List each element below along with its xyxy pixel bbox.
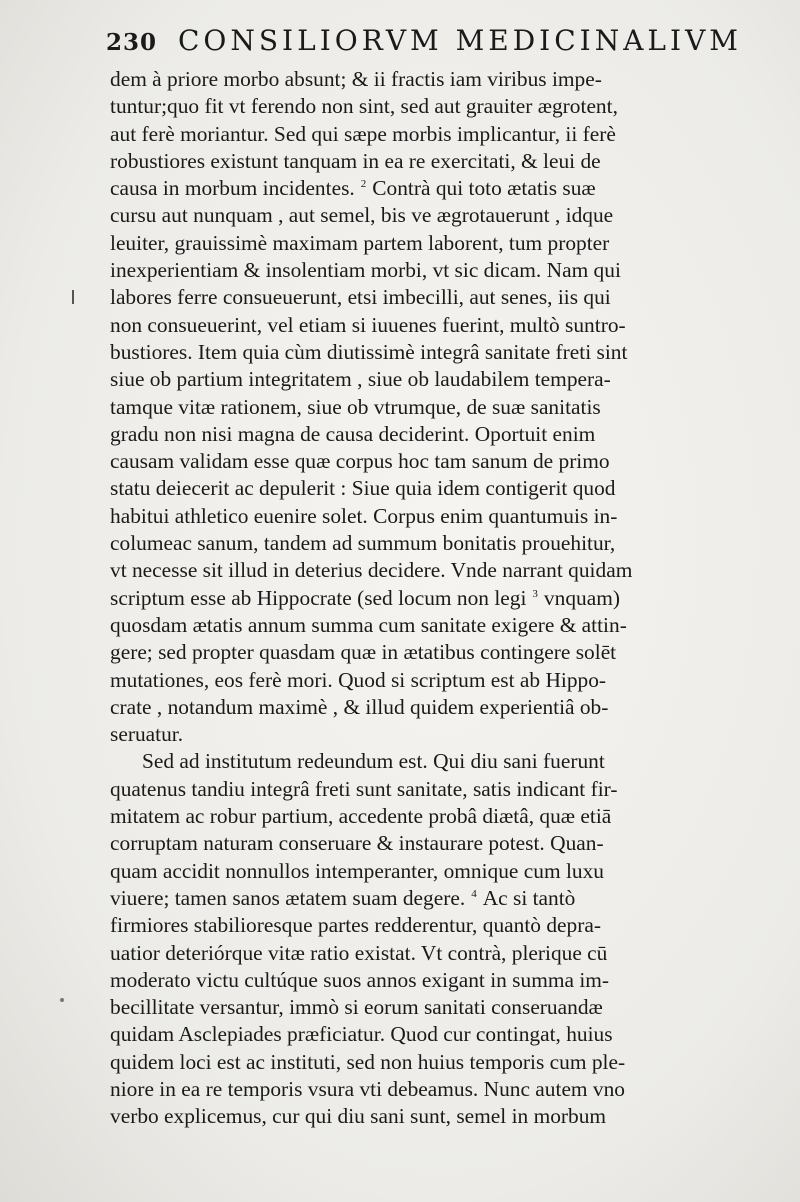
line-text: siue ob partium integritatem , siue ob laudabilem tempera- bbox=[110, 367, 611, 392]
line-text: statu deiecerit ac depulerit : Siue quia idem contigerit quod bbox=[110, 476, 616, 501]
line-text-continued: Contrà qui toto ætatis suæ bbox=[372, 176, 596, 201]
line-text: aut ferè moriantur. Sed qui sæpe morbis implicantur, ii ferè bbox=[110, 121, 616, 146]
body-text bbox=[110, 66, 770, 1131]
line-text: leuiter, grauissimè maximam partem laborent, tum propter bbox=[110, 230, 610, 255]
line-text: cursu aut nunquam , aut semel, bis ve ægrotauerunt , idque bbox=[110, 203, 614, 228]
line-text: gere; sed propter quasdam quæ in ætatibus contingere solēt bbox=[110, 640, 617, 665]
text-line bbox=[110, 175, 770, 202]
line-text: tamque vitæ rationem, siue ob vtrumque, de suæ sanitatis bbox=[110, 394, 601, 419]
text-line bbox=[110, 284, 770, 311]
text-line bbox=[110, 93, 770, 120]
text-line bbox=[110, 585, 770, 612]
text-line bbox=[110, 202, 770, 229]
line-text: moderato victu cultúque suos annos exigant in summa im- bbox=[110, 967, 610, 992]
text-line bbox=[110, 639, 770, 666]
text-line bbox=[110, 530, 770, 557]
text-line bbox=[110, 748, 770, 775]
line-text: causam validam esse quæ corpus hoc tam sanum de primo bbox=[110, 449, 610, 474]
line-text: mitatem ac robur partium, accedente probâ diætâ, quæ etiā bbox=[110, 804, 612, 829]
line-text: causa in morbum incidentes. bbox=[110, 176, 355, 201]
margin-dot bbox=[60, 998, 64, 1002]
line-text: non consueuerint, vel etiam si iuuenes fuerint, multò suntro- bbox=[110, 312, 626, 337]
line-text: inexperientiam & insolentiam morbi, vt sic dicam. Nam qui bbox=[110, 258, 621, 283]
text-line bbox=[110, 503, 770, 530]
text-line bbox=[110, 858, 770, 885]
text-line bbox=[110, 994, 770, 1021]
text-line bbox=[110, 148, 770, 175]
text-line bbox=[110, 912, 770, 939]
line-text: viuere; tamen sanos ætatem suam degere. bbox=[110, 885, 466, 910]
text-line bbox=[110, 1103, 770, 1130]
text-line bbox=[110, 312, 770, 339]
line-text-continued: vnquam) bbox=[543, 585, 620, 610]
text-line bbox=[110, 776, 770, 803]
text-line bbox=[110, 257, 770, 284]
text-line bbox=[110, 612, 770, 639]
line-text: corruptam naturam conseruare & instaurare potest. Quan- bbox=[110, 831, 604, 856]
line-text: dem à priore morbo absunt; & ii fractis iam viribus impe- bbox=[110, 67, 602, 91]
text-line bbox=[110, 830, 770, 857]
line-text: columeac sanum, tandem ad summum bonitatis prouehitur, bbox=[110, 531, 616, 556]
line-text: becillitate versantur, immò si eorum sanitati conseruandæ bbox=[110, 995, 603, 1020]
line-text: quidam Asclepiades præficiatur. Quod cur contingat, huius bbox=[110, 1022, 613, 1047]
text-line bbox=[110, 448, 770, 475]
text-line bbox=[110, 366, 770, 393]
text-line bbox=[110, 66, 770, 93]
page-number: 230 bbox=[106, 29, 158, 56]
line-text: niore in ea re temporis vsura vti debeamus. Nunc autem vno bbox=[110, 1076, 626, 1101]
text-line bbox=[110, 694, 770, 721]
line-text: tuntur;quo fit vt ferendo non sint, sed aut grauiter ægrotent, bbox=[110, 94, 618, 119]
note-marker: 2 bbox=[360, 178, 367, 191]
text-line bbox=[110, 557, 770, 584]
line-text-continued: Ac si tantò bbox=[482, 885, 576, 910]
text-line bbox=[110, 394, 770, 421]
line-text: labores ferre consueuerunt, etsi imbecilli, aut senes, iis qui bbox=[110, 285, 611, 310]
line-text: crate , notandum maximè , & illud quidem experientiâ ob- bbox=[110, 694, 609, 719]
line-text: quatenus tandiu integrâ freti sunt sanitate, satis indicant fir- bbox=[110, 776, 618, 801]
text-line bbox=[110, 475, 770, 502]
text-line bbox=[110, 339, 770, 366]
line-text: robustiores existunt tanquam in ea re exercitati, & leui de bbox=[110, 148, 601, 173]
line-text: seruatur. bbox=[110, 722, 184, 747]
text-line bbox=[110, 1049, 770, 1076]
text-line bbox=[110, 721, 770, 748]
line-text: verbo explicemus, cur qui diu sani sunt, semel in morbum bbox=[110, 1104, 607, 1129]
line-text: uatior deteriórque vitæ ratio existat. Vt contrà, plerique cū bbox=[110, 940, 608, 965]
text-line bbox=[110, 121, 770, 148]
text-line bbox=[110, 1021, 770, 1048]
text-line bbox=[110, 967, 770, 994]
running-title: CONSILIORVM MEDICINALIVM bbox=[178, 24, 742, 57]
margin-mark bbox=[72, 290, 74, 304]
line-text: quam accidit nonnullos intemperanter, omnique cum luxu bbox=[110, 858, 604, 883]
line-text: quidem loci est ac instituti, sed non huius temporis cum ple- bbox=[110, 1049, 626, 1074]
text-line bbox=[110, 885, 770, 912]
line-text: vt necesse sit illud in deterius decidere. Vnde narrant quidam bbox=[110, 558, 633, 583]
note-marker: 4 bbox=[471, 887, 477, 900]
line-text: bustiores. Item quia cùm diutissimè integrâ sanitate freti sint bbox=[110, 339, 628, 364]
text-line bbox=[110, 230, 770, 257]
text-line bbox=[110, 421, 770, 448]
line-text: Sed ad institutum redeundum est. Qui diu sani fuerunt bbox=[142, 749, 605, 774]
note-marker: 3 bbox=[532, 587, 538, 600]
text-line bbox=[110, 1076, 770, 1103]
line-text: quosdam ætatis annum summa cum sanitate exigere & attin- bbox=[110, 612, 627, 637]
line-text: scriptum esse ab Hippocrate (sed locum non legi bbox=[110, 585, 527, 610]
line-text: mutationes, eos ferè mori. Quod si scriptum est ab Hippo- bbox=[110, 667, 607, 692]
line-text: firmiores stabilioresque partes redderentur, quantò depra- bbox=[110, 913, 601, 938]
text-line bbox=[110, 940, 770, 967]
text-line bbox=[110, 803, 770, 830]
running-header bbox=[106, 24, 770, 64]
line-text: gradu non nisi magna de causa deciderint. Oportuit enim bbox=[110, 421, 596, 446]
text-line bbox=[110, 667, 770, 694]
line-text: habitui athletico euenire solet. Corpus enim quantumuis in- bbox=[110, 503, 618, 528]
